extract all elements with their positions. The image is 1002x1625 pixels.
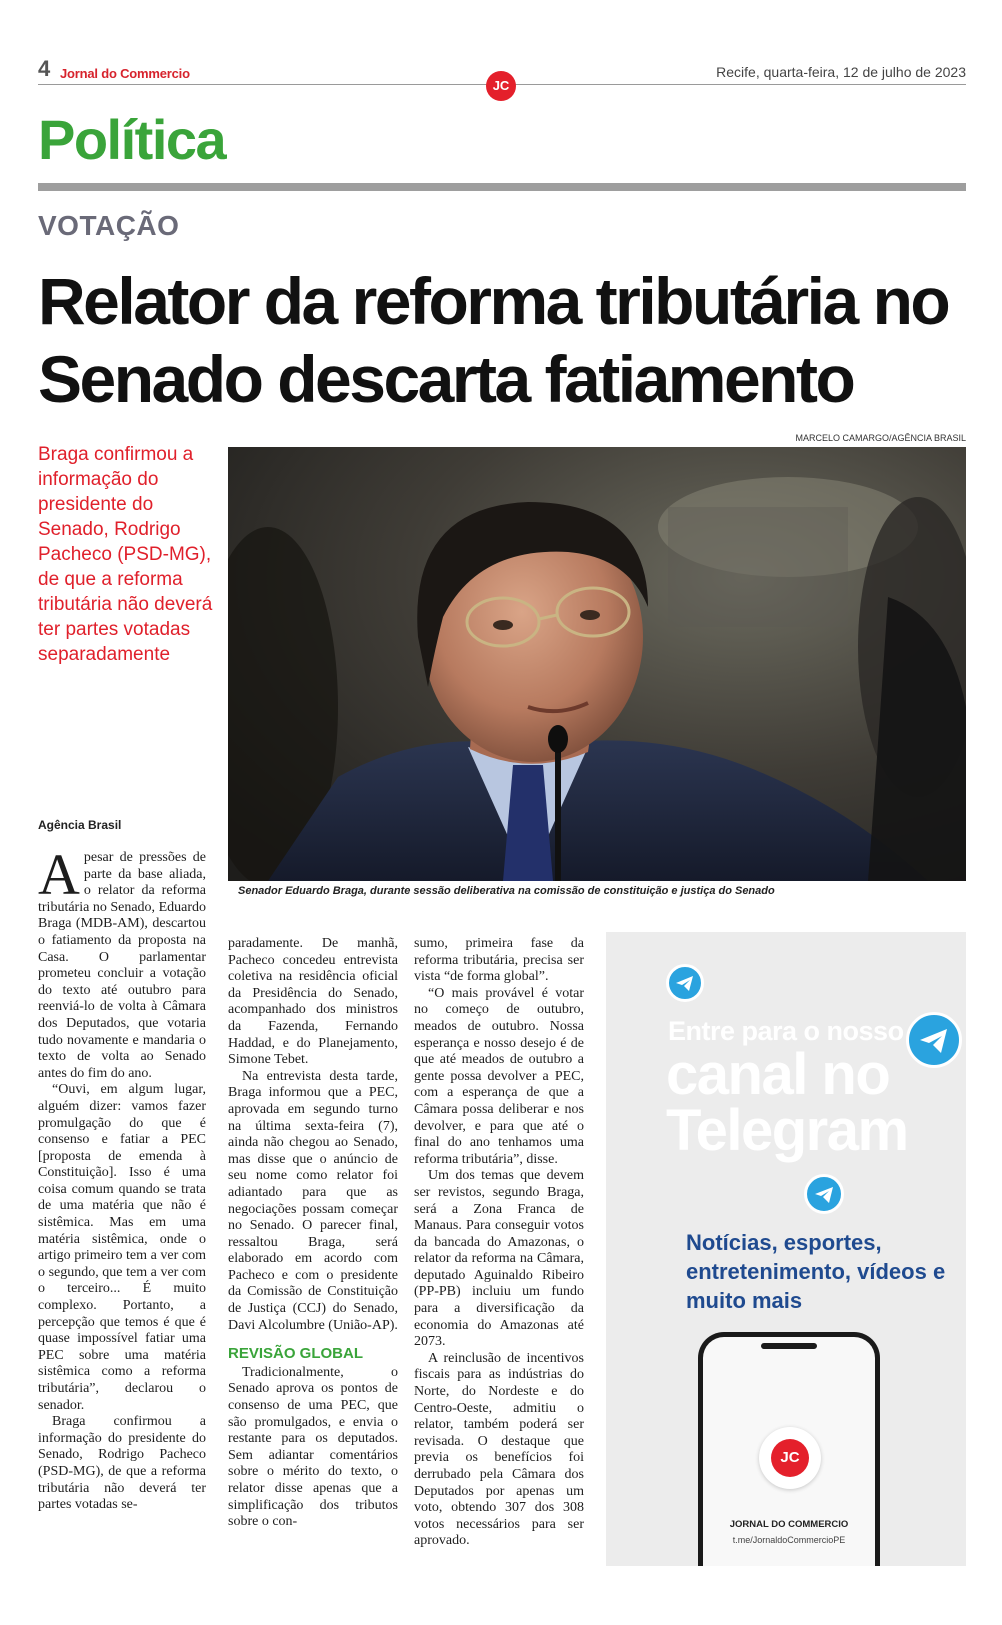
channel-name: JORNAL DO COMMERCIO (729, 1519, 849, 1530)
newspaper-brand: Jornal do Commercio (60, 66, 190, 81)
paragraph: Um dos temas que devem ser revistos, segundo Braga, será a Zona Franca de Manaus. Para conseguir votos da bancada do Amazonas, o relator da reforma na Câmara, deputado Aguinaldo Ribeiro (PP-PB) incluiu um fundo para a diversificação da economia do Amazonas até 2073. (414, 1168, 584, 1350)
telegram-ad[interactable] (606, 932, 966, 1566)
telegram-icon (666, 964, 704, 1002)
photo-caption: Senador Eduardo Braga, durante sessão deliberativa na comissão de constituição e justiça do Senado (238, 885, 775, 897)
jc-logo-icon: JC (759, 1427, 821, 1489)
article-column-2 (228, 936, 398, 1531)
telegram-icon (804, 1174, 844, 1214)
subhead: REVISÃO GLOBAL (228, 1345, 364, 1363)
channel-url[interactable]: t.me/JornaldoCommercioPE (732, 1535, 846, 1545)
section-title: Política (38, 108, 226, 171)
telegram-icon (906, 1012, 962, 1068)
ad-line-1: Entre para o nosso (668, 1016, 904, 1046)
senator-photo-illustration (228, 447, 966, 881)
jc-logo-icon: JC (486, 71, 516, 101)
article-photo (228, 447, 966, 881)
paragraph: pesar de pressões de parte da base aliada, o relator da reforma tributária no Senado, Eduardo Braga (MDB-AM), descartou o fatiamento da proposta na Casa. O parlamentar prometeu concluir a votação do texto até outubro para reenviá-lo de volta à Câmara dos Deputados, que votaria tudo novamente e mandaria o texto de volta ao Senado antes do fim do ano. (38, 850, 206, 1081)
section-rule (38, 183, 966, 191)
paragraph: sumo, primeira fase da reforma tributária, precisa ser vista “de forma global”. (414, 936, 584, 985)
ad-subtitle: Notícias, esportes, entretenimento, vídeos e muito mais (686, 1230, 946, 1313)
paragraph: Tradicionalmente, o Senado aprova os pontos de consenso de uma PEC, que são promulgados, e envia o restante para os deputados. Sem adiantar comentários sobre o mérito do texto, o relator disse apenas que a simplificação dos tributos sobre o con- (228, 1364, 398, 1530)
ad-line-2: canal no (666, 1042, 890, 1107)
ad-line-3: Telegram (666, 1098, 908, 1163)
dateline: Recife, quarta-feira, 12 de julho de 2023 (716, 64, 966, 80)
paragraph: A reinclusão de incentivos fiscais para as indústrias do Norte, do Nordeste e do Centro-Oeste, admitiu o relator, também poderá ser revisada. O destaque que previa os benefícios foi derrubado pela Câmara dos Deputados por apenas um voto, obtendo 307 dos 308 votos necessários para ser aprovado. (414, 1350, 584, 1549)
lede-text: Braga confirmou a informação do presidente do Senado, Rodrigo Pacheco (PSD-MG), de que a reforma tributária não deverá ter partes votadas separadamente (38, 444, 213, 665)
paragraph: “O mais provável é votar no começo de outubro, meados de outubro. Nossa esperança e nosso desejo é de que até meados de outubro a gente possa devolver a PEC, com a esperança de que a Câmara possa deliberar e nos devolver, e para que até o final do ano tenhamos uma reforma tributária”, disse. (414, 985, 584, 1167)
byline: Agência Brasil (38, 818, 122, 832)
paragraph: “Ouvi, em algum lugar, alguém dizer: vamos fazer promulgação do que é consenso e fatiar a PEC [proposta de emenda à Constituição]. Isso é uma coisa comum quando se trata de uma matéria que não é sistêmica. Mas em uma matéria sistêmica, onde o artigo primeiro tem a ver com o segundo, que tem a ver com o terceiro... É muito complexo. Portanto, a percepção que temos é que é quase impossível fatiar uma PEC sobre uma matéria sistêmica como a reforma tributária”, declarou o senador. (38, 1082, 206, 1413)
phone-notch (761, 1343, 817, 1349)
page-number: 4 (38, 56, 51, 81)
article-column-3 (414, 936, 584, 1550)
dropcap: A (38, 842, 80, 907)
paragraph: paradamente. De manhã, Pacheco concedeu entrevista coletiva na residência oficial da Presidência do Senado, acompanhado dos ministros da Fazenda, Fernando Haddad, e do Planejamento, Simone Tebet. (228, 936, 398, 1068)
paragraph: Braga confirmou a informação do presidente do Senado, Rodrigo Pacheco (PSD-MG), de que a reforma tributária não deverá ter partes votadas se- (38, 1414, 206, 1513)
kicker: VOTAÇÃO (38, 210, 180, 241)
photo-credit: MARCELO CAMARGO/AGÊNCIA BRASIL (795, 433, 966, 443)
paragraph: Na entrevista desta tarde, Braga informou que a PEC, aprovada em segundo turno na última sexta-feira (7), ainda não chegou ao Senado, mas disse que o anúncio de seu nome como relator foi adiantado para que as negociações possam começar no Senado. O parecer final, ressaltou Braga, será elaborado em acordo com Pacheco e com o presidente da Comissão de Constituição de Justiça (CCJ) do Senado, Davi Alcolumbre (União-AP). (228, 1068, 398, 1333)
article-column-1 (38, 842, 206, 1514)
headline: Relator da reforma tributária no Senado descarta fatiamento (38, 264, 949, 416)
phone-illustration (698, 1332, 880, 1566)
